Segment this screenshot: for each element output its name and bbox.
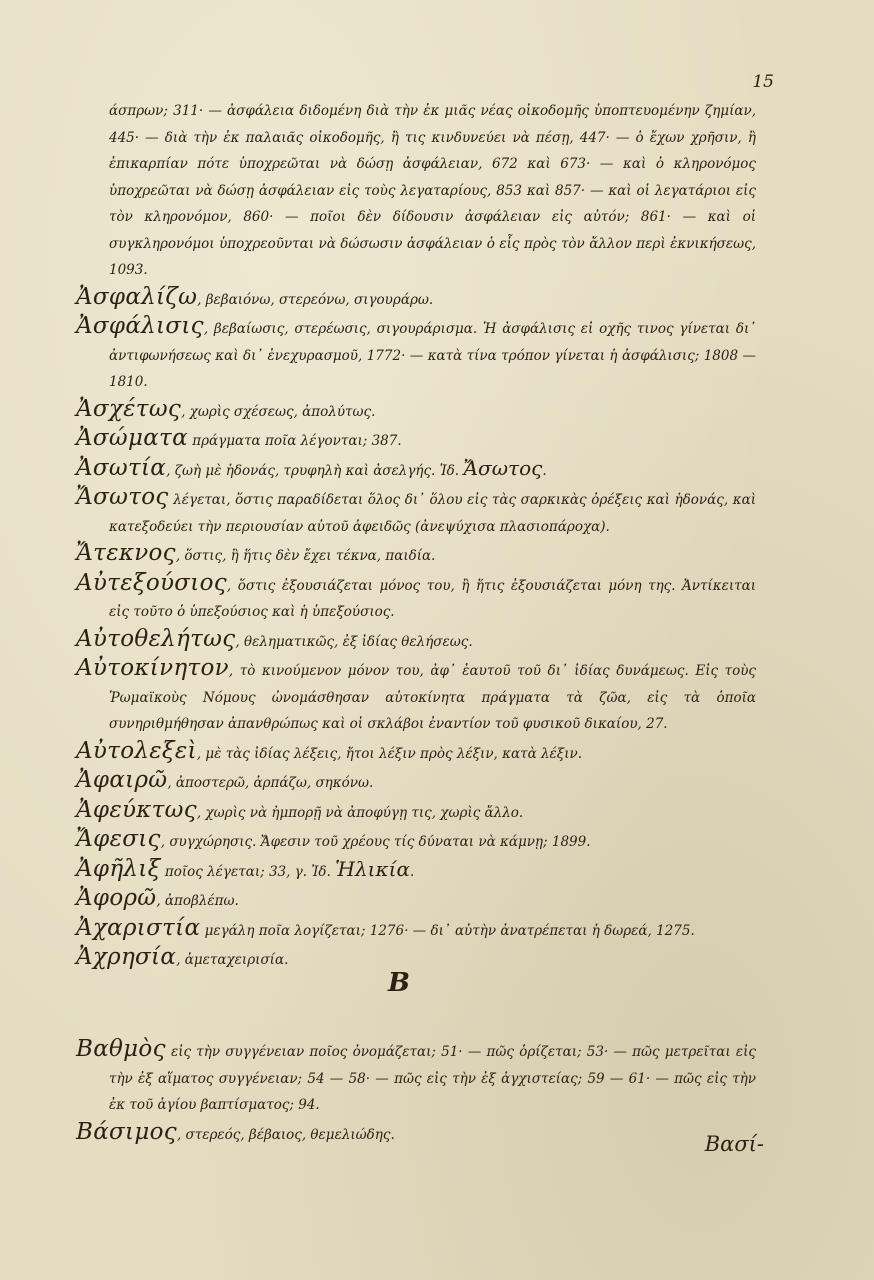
headword: Ἀχρησία — [76, 944, 177, 970]
entry-definition: , ἀμεταχειρισία. — [176, 952, 289, 968]
entry-tail: . — [409, 863, 415, 880]
dictionary-entry — [76, 738, 756, 768]
dictionary-entry — [76, 915, 756, 945]
entry-definition: ποῖος λέγεται; 33, γ. Ἰδ. — [160, 863, 336, 880]
dictionary-entry — [76, 425, 756, 455]
entry-definition: λέγεται, ὅστις παραδίδεται ὅλος δι᾽ ὅλου εἰς τὰς σαρκικὰς ὀρέξεις καὶ ἡδονάς, καὶ κατεξοδεύει τὴν περιουσίαν αὐτοῦ ἀφειδῶς (ἀνεψύχισα πλασιοπάροχα). — [109, 492, 756, 535]
dictionary-entry — [76, 856, 756, 886]
cross-reference: Ἡλικία — [335, 856, 410, 881]
entry-tail: . — [542, 462, 547, 479]
dictionary-entry — [76, 98, 756, 284]
section-letter: Β — [388, 968, 410, 998]
dictionary-entry — [76, 1119, 756, 1149]
dictionary-entry — [76, 826, 756, 856]
headword: Ἀφεύκτως — [76, 796, 197, 823]
headword: Βάσιμος — [76, 1118, 177, 1145]
entry-definition: , ὅστις ἐξουσιάζεται μόνος του, ἢ ἥτις ἐξουσιάζεται μόνη της. Ἀντίκειται εἰς τοῦτο ὁ ὑπεξούσιος καὶ ἡ ὑπεξούσιος. — [109, 577, 756, 620]
headword: Ἄτεκνος — [76, 540, 176, 566]
headword: Ἄσωτος — [76, 484, 169, 510]
entry-definition: , θεληματικῶς, ἐξ ἰδίας θελήσεως. — [235, 633, 473, 650]
entry-definition: πράγματα ποῖα λέγονται; 387. — [187, 433, 402, 449]
headword: Ἀσφαλίζω — [76, 283, 198, 310]
entry-definition: , μὲ τὰς ἰδίας λέξεις, ἤτοι λέξιν πρὸς λέξιν, κατὰ λέξιν. — [196, 745, 583, 762]
headword: Ἀσφάλισις — [76, 313, 204, 339]
headword: Ἀφορῶ — [76, 885, 157, 911]
headword: Αὐτολεξεὶ — [76, 737, 197, 764]
headword: Αὐτοκίνητον — [76, 655, 229, 681]
dictionary-entry — [76, 396, 756, 426]
headword: Ἀσώματα — [76, 425, 188, 451]
dictionary-entry — [76, 455, 756, 485]
headword: Ἀφαιρῶ — [76, 767, 168, 793]
entry-definition: , ζωὴ μὲ ἡδονάς, τρυφηλὴ καὶ ἀσελγής. Ἰδ. — [166, 462, 464, 479]
dictionary-entry — [76, 797, 756, 827]
headword: Αὐτεξούσιος — [76, 569, 227, 596]
entry-definition: , χωρὶς νὰ ἠμπορῇ νὰ ἀποφύγῃ τις, χωρὶς ἄλλο. — [196, 804, 524, 821]
entries-beta — [76, 1036, 756, 1148]
entry-definition: , ἀποβλέπω. — [156, 893, 239, 909]
entry-definition: , στερεός, βέβαιος, θεμελιώδης. — [176, 1126, 395, 1143]
dictionary-entry — [76, 313, 756, 396]
entry-definition: άσπρων; 311· — ἀσφάλεια διδομένη διὰ τὴν ἐκ μιᾶς νέας οἰκοδομῆς ὑποπτευομένην ζημίαν, 445· — διὰ τὴν ἐκ παλαιᾶς οἰκοδομῆς, ἢ τις κινδυνεύει νὰ πέσῃ, 447· — ὁ ἔχων χρῆσιν, ἢ ἐπικαρπίαν πότε ὑποχρεῶται νὰ δώσῃ ἀσφάλειαν, 672 καὶ 673· — καὶ ὁ κληρονόμος ὑποχρεῶται νὰ δώσῃ ἀσφάλειαν εἰς τοὺς λεγαταρίους, 853 καὶ 857· — καὶ οἱ λεγατάριοι εἰς τὸν κληρονόμον, 860· — ποῖοι δὲν δίδουσιν ἀσφάλειαν εἰς αὐτόν; 861· — καὶ οἱ συγκληρονόμοι ὑποχρεοῦνται νὰ δώσωσιν ἀσφάλειαν ὁ εἷς πρὸς τὸν ἄλλον περὶ ἐκνικήσεως, 1093. — [109, 103, 756, 278]
headword: Ἀφῆλιξ — [76, 855, 161, 882]
entry-definition: , συγχώρησις. Ἄφεσιν τοῦ χρέους τίς δύναται νὰ κάμνῃ; 1899. — [160, 834, 591, 850]
headword: Βαθμὸς — [76, 1036, 166, 1062]
entry-definition: εἰς τὴν συγγένειαν ποῖος ὀνομάζεται; 51· — πῶς ὁρίζεται; 53· — πῶς μετρεῖται εἰς τὴν ἐξ αἵματος συγγένειαν; 54 — 58· — πῶς εἰς τὴν ἐξ ἀγχιστείας; 59 — 61· — πῶς εἰς τὴν ἐκ τοῦ ἁγίου βαπτίσματος; 94. — [109, 1044, 756, 1113]
dictionary-entry — [76, 626, 756, 656]
dictionary-entry — [76, 570, 756, 626]
catchword: Βασί- — [704, 1132, 764, 1156]
entry-definition: , τὸ κινούμενον μόνον του, ἀφ᾽ ἑαυτοῦ τοῦ δι᾽ ἰδίας δυνάμεως. Εἰς τοὺς Ῥωμαϊκοὺς Νόμους ὠνομάσθησαν αὐτοκίνητα πράγματα τὰ ζῶα, εἰς τὰ ὁποῖα συνηριθμήθησαν ἀπανθρώπως καὶ οἱ σκλάβοι ἐναντίον τοῦ φυσικοῦ δικαίου, 27. — [109, 663, 756, 732]
entries-alpha — [76, 98, 756, 974]
dictionary-entry — [76, 655, 756, 738]
entry-definition: , ὅστις, ἢ ἥτις δὲν ἔχει τέκνα, παιδία. — [175, 548, 436, 564]
dictionary-entry — [76, 540, 756, 570]
entry-definition: , χωρὶς σχέσεως, ἀπολύτως. — [181, 403, 376, 420]
dictionary-entry — [76, 767, 756, 797]
entry-definition: , βεβαίωσις, στερέωσις, σιγουράρισμα. Ἡ ἀσφάλισις εἰ οχῆς τινος γίνεται δι᾽ ἀντιφωνήσεως καὶ δι᾽ ἐνεχυρασμοῦ, 1772· — κατὰ τίνα τρόπον γίνεται ἡ ἀσφάλισις; 1808 — 1810. — [109, 321, 756, 390]
headword: Αὐτοθελήτως — [76, 625, 236, 652]
page-number: 15 — [752, 72, 774, 92]
cross-reference: Ἄσωτος — [463, 455, 543, 480]
entry-definition: , βεβαιόνω, στερεόνω, σιγουράρω. — [197, 291, 434, 308]
headword: Ἀσωτία — [76, 454, 167, 481]
headword: Ἀχαριστία — [76, 914, 201, 941]
headword: Ἀσχέτως — [76, 395, 182, 422]
dictionary-entry — [76, 484, 756, 540]
dictionary-entry — [76, 885, 756, 915]
dictionary-entry — [76, 944, 756, 974]
dictionary-entry — [76, 1036, 756, 1119]
entry-definition: μεγάλη ποῖα λογίζεται; 1276· — δι᾽ αὐτὴν ἀνατρέπεται ἡ δωρεά, 1275. — [200, 922, 695, 939]
headword: Ἄφεσις — [76, 826, 161, 852]
entry-definition: , ἀποστερῶ, ἁρπάζω, σηκόνω. — [167, 775, 374, 791]
dictionary-entry — [76, 284, 756, 314]
